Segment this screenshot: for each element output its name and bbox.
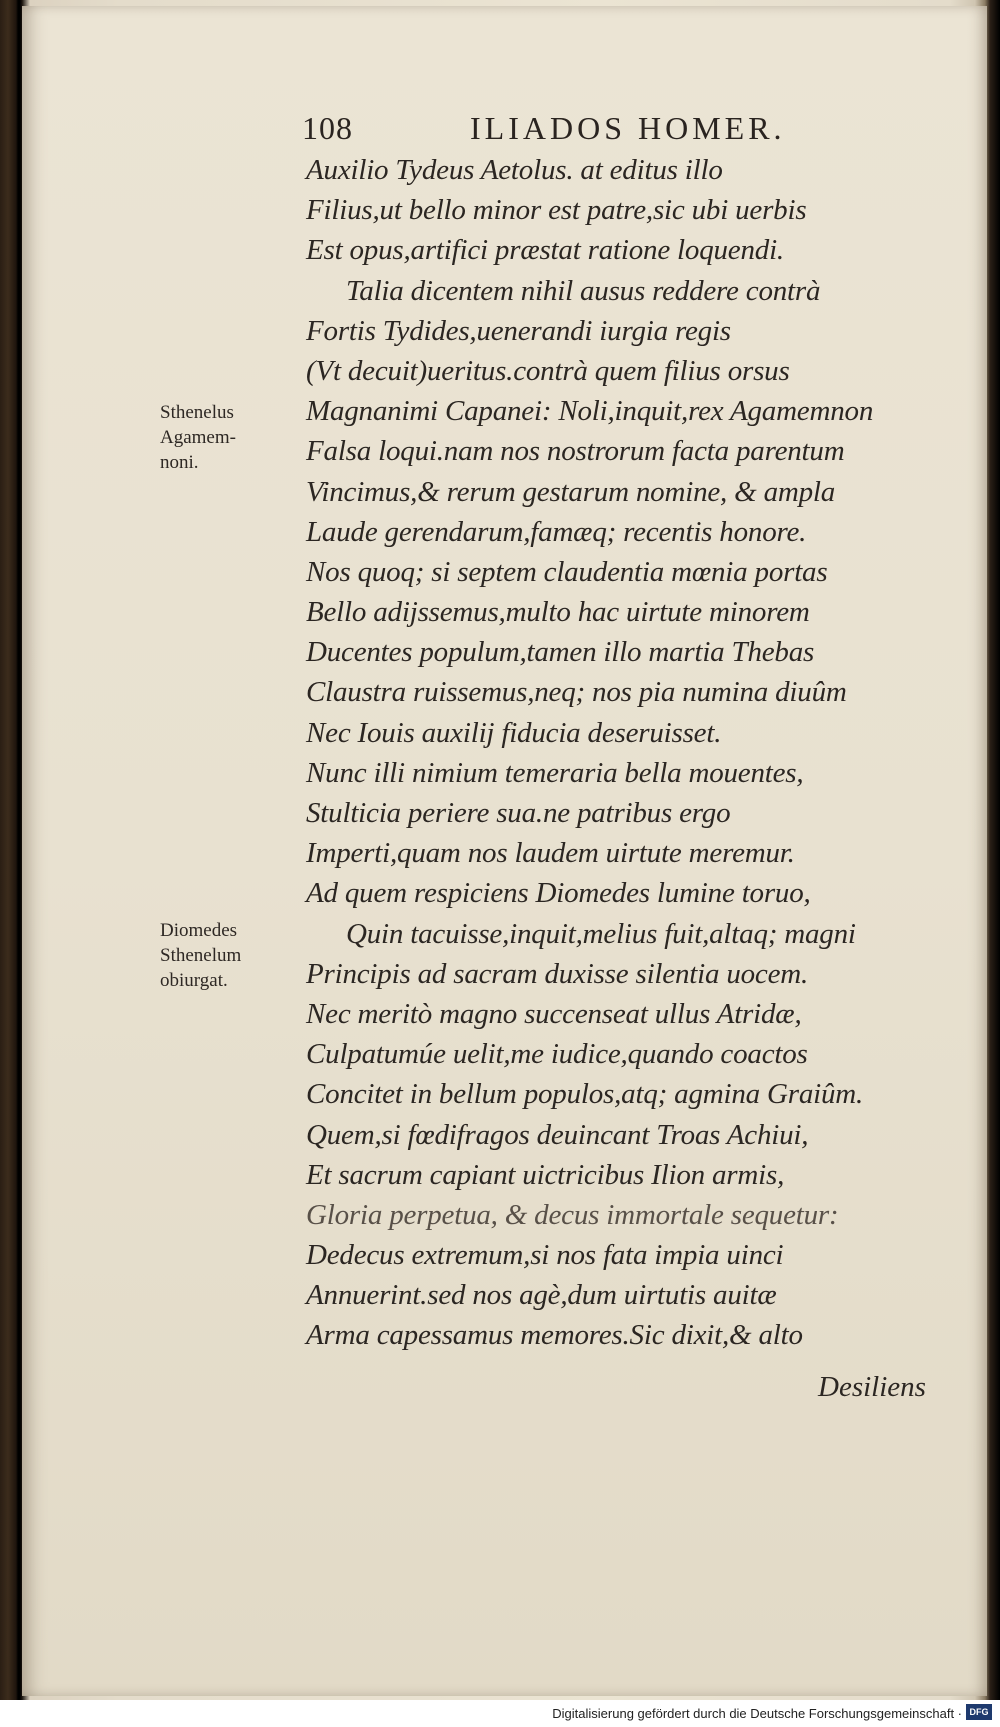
verse-line: Quem,si fœdifragos deuincant Troas Achiui, — [306, 1118, 809, 1151]
verse-line: Magnanimi Capanei: Noli,inquit,rex Agamemnon — [306, 395, 874, 428]
verse-line: Nec Iouis auxilij fiducia deseruisset. — [306, 716, 722, 749]
marginal-note-line: noni. — [160, 452, 199, 473]
marginal-note-diomedes — [160, 918, 280, 993]
verse-line: Stulticia periere sua.ne patribus ergo — [306, 797, 731, 829]
verse-line: Talia dicentem nihil ausus reddere contrà — [346, 274, 821, 307]
verse-line: Claustra ruissemus,neq; nos pia numina diuûm — [306, 676, 847, 709]
dfg-logo: DFG — [966, 1704, 992, 1720]
verse-line: Ad quem respiciens Diomedes lumine toruo, — [306, 877, 811, 910]
marginal-note-line: Diomedes — [160, 920, 238, 941]
verse-line: Nos quoq; si septem claudentia mœnia portas — [306, 555, 828, 588]
running-title: ILIADOS HOMER. — [470, 110, 786, 146]
verse-line: Nunc illi nimium temeraria bella mouentes, — [306, 756, 804, 789]
verse-line: Concitet in bellum populos,atq; agmina Graiûm. — [306, 1078, 864, 1111]
verse-line: Bello adijssemus,multo hac uirtute minorem — [306, 596, 810, 629]
verse-line: Falsa loqui.nam nos nostrorum facta parentum — [306, 435, 845, 468]
marginal-note-line: Sthenelus — [160, 402, 234, 423]
verse-line: Vincimus,& rerum gestarum nomine, & ampla — [306, 475, 836, 508]
marginal-note-line: obiurgat. — [160, 970, 228, 991]
page-header — [302, 110, 842, 154]
verse-line: Et sacrum capiant uictricibus Ilion armis, — [306, 1158, 785, 1191]
marginal-note-sthenelus — [160, 400, 280, 475]
verse-line: (Vt decuit)ueritus.contrà quem filius orsus — [306, 354, 790, 387]
verse-line: Culpatumúe uelit,me iudice,quando coactos — [306, 1038, 808, 1071]
verse-line: Principis ad sacram duxisse silentia uocem. — [306, 957, 809, 990]
verse-line: Nec meritò magno succenseat ullus Atridæ, — [306, 997, 802, 1030]
verse-line: Gloria perpetua, & decus immortale sequetur: — [306, 1198, 839, 1231]
verse-line: Laude gerendarum,famæq; recentis honore. — [306, 515, 807, 548]
marginal-note-line: Agamem- — [160, 427, 236, 448]
verse-line: Est opus,artifici præstat ratione loquendi. — [306, 234, 784, 267]
verse-block — [306, 150, 966, 1356]
verse-line: Ducentes populum,tamen illo martia Thebas — [306, 636, 815, 669]
verse-line: Dedecus extremum,si nos fata impia uinci — [306, 1239, 784, 1272]
digitization-footer — [0, 1700, 1000, 1727]
funding-credit: Digitalisierung gefördert durch die Deutsche Forschungsgemeinschaft · — [552, 1706, 962, 1721]
verse-line: Fortis Tydides,uenerandi iurgia regis — [306, 314, 731, 347]
verse-line: Quin tacuisse,inquit,melius fuit,altaq; magni — [346, 917, 856, 950]
verse-line: Auxilio Tydeus Aetolus. at editus illo — [306, 154, 723, 186]
verse-line: Filius,ut bello minor est patre,sic ubi uerbis — [306, 194, 807, 227]
folio-number: 108 — [302, 110, 353, 146]
verse-line: Imperti,quam nos laudem uirtute meremur. — [306, 837, 795, 870]
verse-line: Annuerint.sed nos agè,dum uirtutis auitæ — [306, 1279, 777, 1312]
verse-line: Arma capessamus memores.Sic dixit,& alto — [306, 1319, 803, 1352]
marginal-note-line: Sthenelum — [160, 945, 242, 966]
catchword: Desiliens — [818, 1371, 926, 1403]
